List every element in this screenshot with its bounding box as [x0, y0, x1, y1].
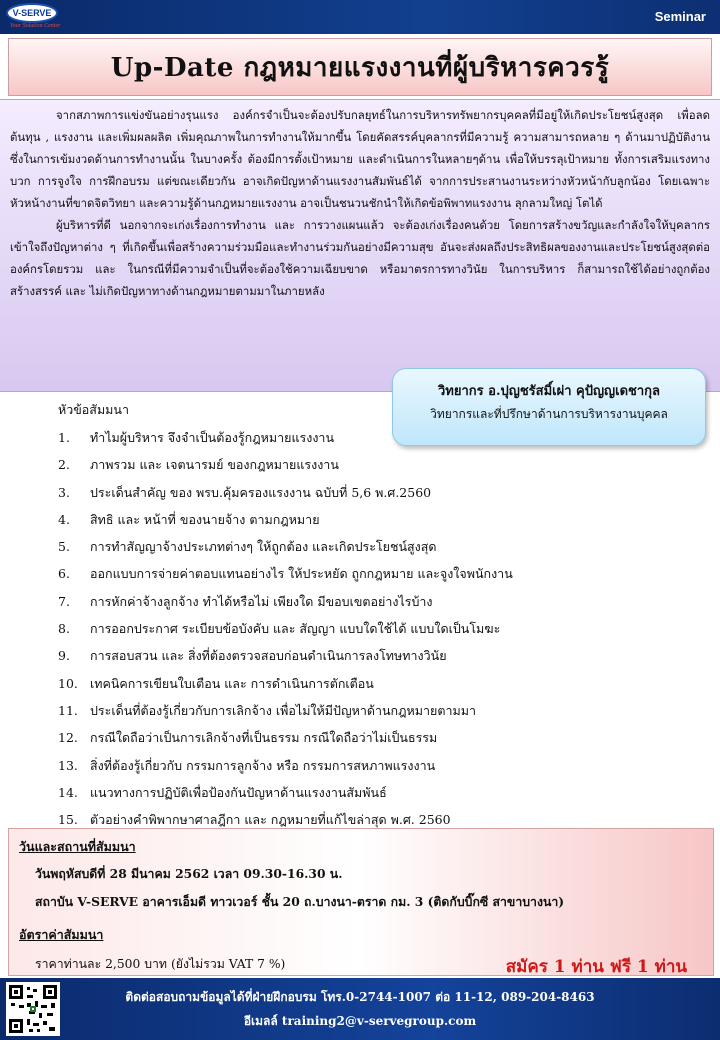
logo-text: V-SERVE [6, 3, 58, 23]
item-text: การหักค่าจ้างลูกจ้าง ทำได้หรือไม่ เพียงใด มีขอบเขตอย่างไรบ้าง [90, 593, 433, 609]
schedule-heading: วันและสถานที่สัมมนา [19, 839, 136, 854]
item-number: 13. [58, 757, 78, 773]
list-item [58, 670, 698, 697]
v-serve-logo [6, 3, 61, 31]
item-number: 7. [58, 593, 70, 609]
footer-bar [0, 978, 720, 1040]
item-text: สิ่งที่ต้องรู้เกี่ยวกับ กรรมการลูกจ้าง หรือ กรรมการสหภาพแรงงาน [90, 757, 436, 773]
item-number: 3. [58, 484, 70, 500]
intro-paragraph-2: ผู้บริหารที่ดี นอกจากจะเก่งเรื่องการทำงาน และ การวางแผนแล้ว จะต้องเก่งเรื่องคนด้วย โดยการสร้างขวัญและกำลังใจให้บุคลากร เข้าใจถึงปัญหาต่าง ๆ ที่เกิดขึ้นเพื่อสร้างความร่วมมือและทำงานร่วมกันอย่างมีความสุข อันจะส่งผลถึงประสิทธิผลของงานและประโยชน์สูงสุดต่อองค์กรโดยรวม และ ในกรณีที่มีความจำเป็นที่จะต้องใช้ความเฉียบขาด หรือมาตรการทางวินัย ในการบริหาร ก็สามารถใช้ได้อย่างถูกต้อง สร้างสรรค์ และ ไม่เกิดปัญหาทางด้านกฎหมายตามมาในภายหลัง [10, 218, 710, 298]
date-line: วันพฤหัสบดีที่ 28 มีนาคม 2562 เวลา 09.30-16.30 น. [35, 866, 343, 881]
list-item [58, 479, 698, 506]
item-number: 5. [58, 539, 70, 555]
logo-tagline: Your Solution Center [10, 23, 61, 29]
item-number: 6. [58, 566, 70, 582]
item-text: ตัวอย่างคำพิพากษาศาลฎีกา และ กฎหมายที่แก้ไขล่าสุด พ.ศ. 2560 [90, 812, 451, 828]
speaker-name: วิทยากร อ.ปุญชรัสมิ์เผ่า คุปัญญเดชากุล [438, 384, 660, 399]
item-number: 15. [58, 812, 78, 828]
list-item [58, 588, 698, 615]
item-text: ทำไมผู้บริหาร จึงจำเป็นต้องรู้กฎหมายแรงงาน [90, 430, 334, 445]
item-text: การทำสัญญาจ้างประเภทต่างๆ ให้ถูกต้อง และเกิดประโยชน์สูงสุด [90, 539, 437, 555]
item-number: 8. [58, 621, 70, 637]
list-item [58, 451, 698, 478]
list-item [58, 642, 698, 669]
list-item [58, 533, 698, 560]
promo-text: สมัคร 1 ท่าน ฟรี 1 ท่าน [505, 957, 687, 977]
item-text: สิทธิ และ หน้าที่ ของนายจ้าง ตามกฎหมาย [90, 511, 320, 527]
list-item [58, 779, 698, 806]
price-heading: อัตราค่าสัมมนา [19, 927, 104, 942]
item-text: ออกแบบการจ่ายค่าตอบแทนอย่างไร ให้ประหยัด ถูกกฎหมาย และจูงใจพนักงาน [90, 566, 513, 582]
item-text: ภาพรวม และ เจตนารมย์ ของกฎหมายแรงงาน [90, 457, 339, 473]
section-label: Seminar [654, 9, 706, 24]
price-line: ราคาท่านละ 2,500 บาท (ยังไม่รวม VAT 7 %) [35, 957, 286, 971]
list-item [58, 697, 698, 724]
item-number: 14. [58, 784, 78, 800]
list-item [58, 615, 698, 642]
speaker-role: วิทยากรและที่ปรึกษาด้านการบริหารงานบุคคล [430, 407, 668, 421]
contact-phone: ติดต่อสอบถามข้อมูลได้ที่ฝ่ายฝึกอบรม โทร.0-2744-1007 ต่อ 11-12, 089-204-8463 [125, 990, 595, 1004]
item-text: การออกประกาศ ระเบียบข้อบังคับ และ สัญญา แบบใดใช้ได้ แบบใดเป็นโมฆะ [90, 621, 501, 637]
intro-paragraph-1: จากสภาพการแข่งขันอย่างรุนแรง องค์กรจำเป็นจะต้องปรับกลยุทธ์ในการบริหารทรัพยากรบุคคลที่มีอยู่ให้เกิดประโยชน์สูงสุด เพื่อลดต้นทุน , แรงงาน และเพิ่มผลผลิต เพิ่มคุณภาพในการทำงานให้มากขึ้น โดยคัดสรรค์บุคลากรที่มีความรู้ ความสามารถหลาย ๆ ด้านมาปฏิบัติงาน ซึ่งในการเข้มงวดด้านการทำงานนั้น ในบางครั้ง ต้องมีการตั้งเป้าหมาย และดำเนินการในหลายๆด้าน เพื่อให้บรรลุเป้าหมาย ทั้งการเสริมแรงทางบวก การจูงใจ การฝึกอบรม แต่ขณะเดียวกัน อาจเกิดปัญหาด้านแรงงานสัมพันธ์ได้ จากการประสานงานระหว่างหัวหน้ากับลูกน้อง โดยเฉพาะหัวหน้างานที่ขาดจิตวิทยา และความรู้ด้านกฎหมายแรงงาน อาจเป็นชนวนชักนำให้เกิดข้อพิพาทแรงงาน ลุกลามใหญ่ โตได้ [10, 108, 710, 210]
topics-heading: หัวข้อสัมมนา [58, 402, 129, 417]
intro-section [0, 99, 720, 392]
venue-line: สถาบัน V-SERVE อาคารเอ็มดี ทาวเวอร์ ชั้น 20 ถ.บางนา-ตราด กม. 3 (ติดกับบิ๊กซี สาขาบางนา) [35, 894, 565, 909]
item-number: 12. [58, 730, 78, 746]
item-number: 10. [58, 675, 78, 691]
header-bar [0, 0, 720, 34]
title-banner [8, 38, 712, 96]
details-section [8, 828, 714, 976]
item-number: 9. [58, 648, 70, 664]
item-text: เทคนิคการเขียนใบเตือน และ การดำเนินการตักเตือน [90, 675, 374, 691]
list-item [58, 424, 698, 451]
item-text: ประเด็นสำคัญ ของ พรบ.คุ้มครองแรงงาน ฉบับที่ 5,6 พ.ศ.2560 [90, 484, 432, 500]
list-item [58, 560, 698, 587]
item-number: 11. [58, 702, 78, 718]
contact-email[interactable]: อีเมลล์ training2@v-servegroup.com [243, 1014, 477, 1028]
list-item [58, 724, 698, 751]
item-text: การสอบสวน และ สิ่งที่ต้องตรวจสอบก่อนดำเนินการลงโทษทางวินัย [90, 648, 447, 664]
item-text: ประเด็นที่ต้องรู้เกี่ยวกับการเลิกจ้าง เพื่อไม่ให้มีปัญหาด้านกฎหมายตามมา [90, 702, 476, 718]
page-title: Up-Date กฎหมายแรงงานที่ผู้บริหารควรรู้ [110, 53, 610, 83]
list-item [58, 506, 698, 533]
item-text: แนวทางการปฏิบัติเพื่อป้องกันปัญหาด้านแรงงานสัมพันธ์ [90, 784, 387, 800]
topics-section [58, 398, 698, 833]
item-number: 1. [58, 430, 70, 445]
item-text: กรณีใดถือว่าเป็นการเลิกจ้างที่เป็นธรรม กรณีใดถือว่าไม่เป็นธรรม [90, 730, 438, 746]
list-item [58, 752, 698, 779]
item-number: 4. [58, 511, 70, 527]
item-number: 2. [58, 457, 70, 473]
